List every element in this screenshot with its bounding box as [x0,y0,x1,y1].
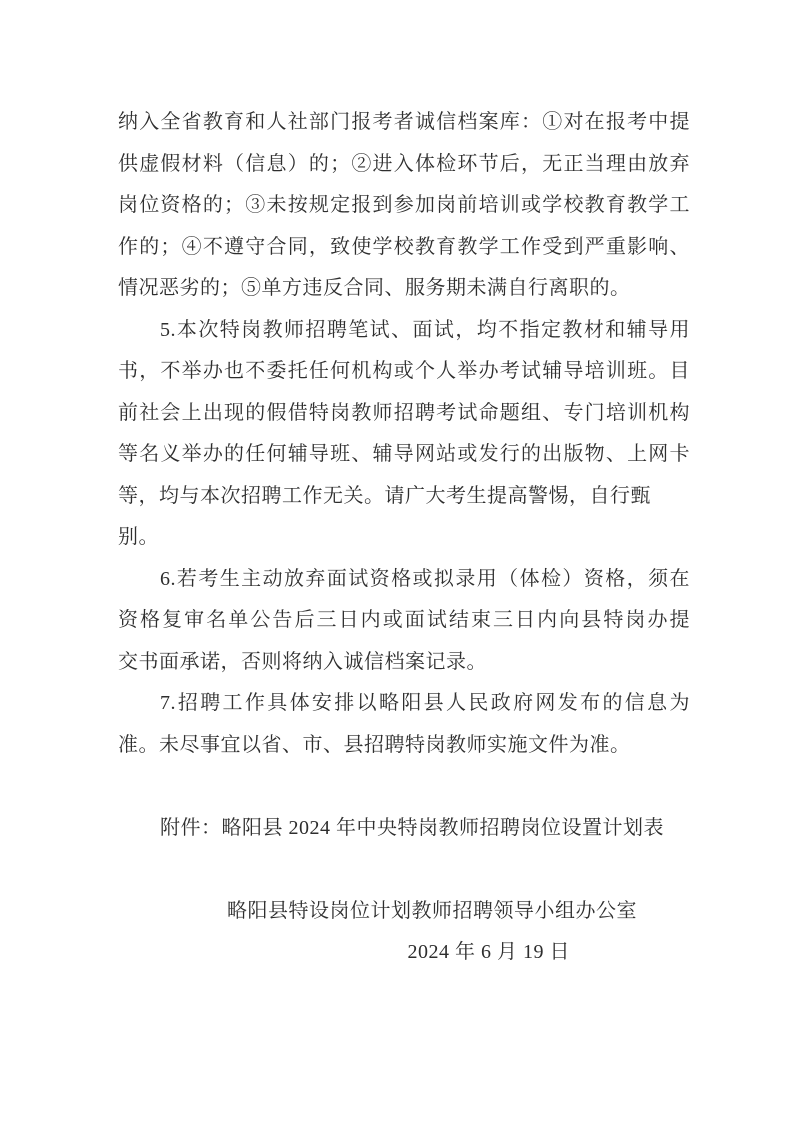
text-line: 情况恶劣的；⑤单方违反合同、服务期未满自行离职的。 [118,277,631,299]
blank-line [118,849,690,891]
text-line: 书，不举办也不委托任何机构或个人举办考试辅导培训班。目 [118,360,690,382]
text-line: 交书面承诺，否则将纳入诚信档案记录。 [118,650,487,673]
paragraph-continuation [118,102,690,310]
text-line: 准。未尽事宜以省、市、县招聘特岗教师实施文件为准。 [118,733,631,756]
text-line: 5.本次特岗教师招聘笔试、面试，均不指定教材和辅导用 [160,318,690,341]
signature-line: 略阳县特设岗位计划教师招聘领导小组办公室 [227,899,637,922]
paragraph-item-6 [118,559,690,684]
document-body [118,102,690,974]
text-line: 前社会上出现的假借特岗教师招聘考试命题组、专门培训机构 [118,401,690,424]
text-line: 岗位资格的；③未按规定报到参加岗前培训或学校教育教学工 [118,194,690,216]
text-line: 资格复审名单公告后三日内或面试结束三日内向县特岗办提 [118,609,690,631]
paragraph-item-7 [118,683,690,766]
text-line: 纳入全省教育和人社部门报考者诚信档案库：①对在报考中提 [118,111,690,133]
text-line: 等，均与本次招聘工作无关。请广大考生提高警惕，自行甄别。 [118,484,651,548]
attachment-line: 附件：略阳县 2024 年中央特岗教师招聘岗位设置计划表 [160,816,664,839]
blank-line [118,766,690,808]
text-line: 6.若考生主动放弃面试资格或拟录用（体检）资格，须在 [160,567,690,590]
text-line: 供虚假材料（信息）的；②进入体检环节后，无正当理由放弃 [118,152,690,175]
date-line: 2024 年 6 月 19 日 [407,941,570,963]
text-line: 等名义举办的任何辅导班、辅导网站或发行的出版物、上网卡 [118,443,690,465]
text-line: 7.招聘工作具体安排以略阳县人民政府网发布的信息为 [160,692,690,714]
paragraph-item-5 [118,310,690,559]
text-line: 作的；④不遵守合同，致使学校教育教学工作受到严重影响、 [118,235,690,258]
